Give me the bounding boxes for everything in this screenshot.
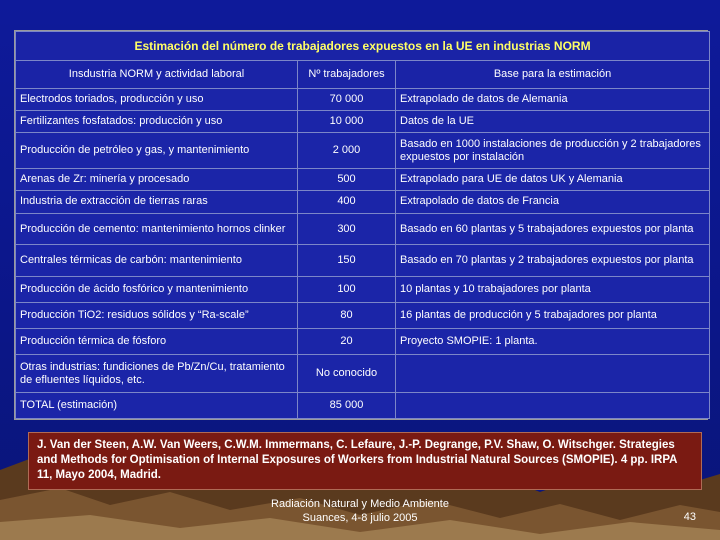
cell-basis: Extrapolado de datos de Francia <box>396 191 710 213</box>
cell-industry: Producción TiO2: residuos sólidos y “Ra-scale” <box>16 303 298 329</box>
cell-basis: Extrapolado para UE de datos UK y Alemania <box>396 168 710 190</box>
cell-industry: Fertilizantes fosfatados: producción y uso <box>16 111 298 133</box>
table-row <box>16 245 710 277</box>
cell-basis: Basado en 1000 instalaciones de producción y 2 trabajadores expuestos por instalación <box>396 133 710 168</box>
cell-basis <box>396 392 710 418</box>
table-row <box>16 168 710 190</box>
cell-industry: Electrodos toriados, producción y uso <box>16 88 298 110</box>
cell-industry: Industria de extracción de tierras raras <box>16 191 298 213</box>
cell-workers: 2 000 <box>298 133 396 168</box>
cell-workers: 10 000 <box>298 111 396 133</box>
table-row <box>16 88 710 110</box>
table-row <box>16 133 710 168</box>
cell-workers: 80 <box>298 303 396 329</box>
cell-basis: Basado en 70 plantas y 2 trabajadores expuestos por planta <box>396 245 710 277</box>
cell-industry: Centrales térmicas de carbón: mantenimiento <box>16 245 298 277</box>
table-row <box>16 191 710 213</box>
cell-basis: Datos de la UE <box>396 111 710 133</box>
reference-box: J. Van der Steen, A.W. Van Weers, C.W.M. Immermans, C. Lefaure, J.-P. Degrange, P.V. Shaw, O. Witschger. Strategies and Methods for Optimisation of Internal Exposures of Workers from Industrial Natural Sources (SMOPIE). 4 pp. IRPA 11, Mayo 2004, Madrid. <box>28 432 702 490</box>
cell-basis: 10 plantas y 10 trabajadores por planta <box>396 277 710 303</box>
cell-industry: Producción de petróleo y gas, y mantenimiento <box>16 133 298 168</box>
cell-workers: 70 000 <box>298 88 396 110</box>
footer <box>200 497 520 525</box>
cell-workers: 20 <box>298 329 396 355</box>
cell-basis: Extrapolado de datos de Alemania <box>396 88 710 110</box>
header-industry: Insdustria NORM y actividad laboral <box>16 61 298 88</box>
cell-workers: 300 <box>298 213 396 245</box>
table-row <box>16 303 710 329</box>
header-workers: Nº trabajadores <box>298 61 396 88</box>
cell-industry: Otras industrias: fundiciones de Pb/Zn/Cu, tratamiento de efluentes líquidos, etc. <box>16 355 298 393</box>
norm-workers-table <box>14 30 708 420</box>
page-number: 43 <box>683 511 696 523</box>
cell-workers: 100 <box>298 277 396 303</box>
cell-basis: 16 plantas de producción y 5 trabajadores por planta <box>396 303 710 329</box>
cell-basis: Basado en 60 plantas y 5 trabajadores expuestos por planta <box>396 213 710 245</box>
cell-workers: 400 <box>298 191 396 213</box>
footer-place-date: Suances, 4-8 julio 2005 <box>302 512 418 524</box>
table-row <box>16 355 710 393</box>
cell-workers: No conocido <box>298 355 396 393</box>
cell-industry: Arenas de Zr: minería y procesado <box>16 168 298 190</box>
table-row <box>16 213 710 245</box>
table-row <box>16 329 710 355</box>
table-title: Estimación del número de trabajadores expuestos en la UE en industrias NORM <box>16 32 710 61</box>
cell-basis: Proyecto SMOPIE: 1 planta. <box>396 329 710 355</box>
footer-event: Radiación Natural y Medio Ambiente <box>271 498 449 510</box>
cell-basis <box>396 355 710 393</box>
table-row <box>16 277 710 303</box>
cell-workers: 150 <box>298 245 396 277</box>
cell-industry: Producción térmica de fósforo <box>16 329 298 355</box>
cell-workers: 85 000 <box>298 392 396 418</box>
cell-industry: Producción de ácido fosfórico y mantenimiento <box>16 277 298 303</box>
header-basis: Base para la estimación <box>396 61 710 88</box>
table-row <box>16 111 710 133</box>
cell-workers: 500 <box>298 168 396 190</box>
cell-industry: TOTAL (estimación) <box>16 392 298 418</box>
cell-industry: Producción de cemento: mantenimiento hornos clinker <box>16 213 298 245</box>
table-row <box>16 392 710 418</box>
